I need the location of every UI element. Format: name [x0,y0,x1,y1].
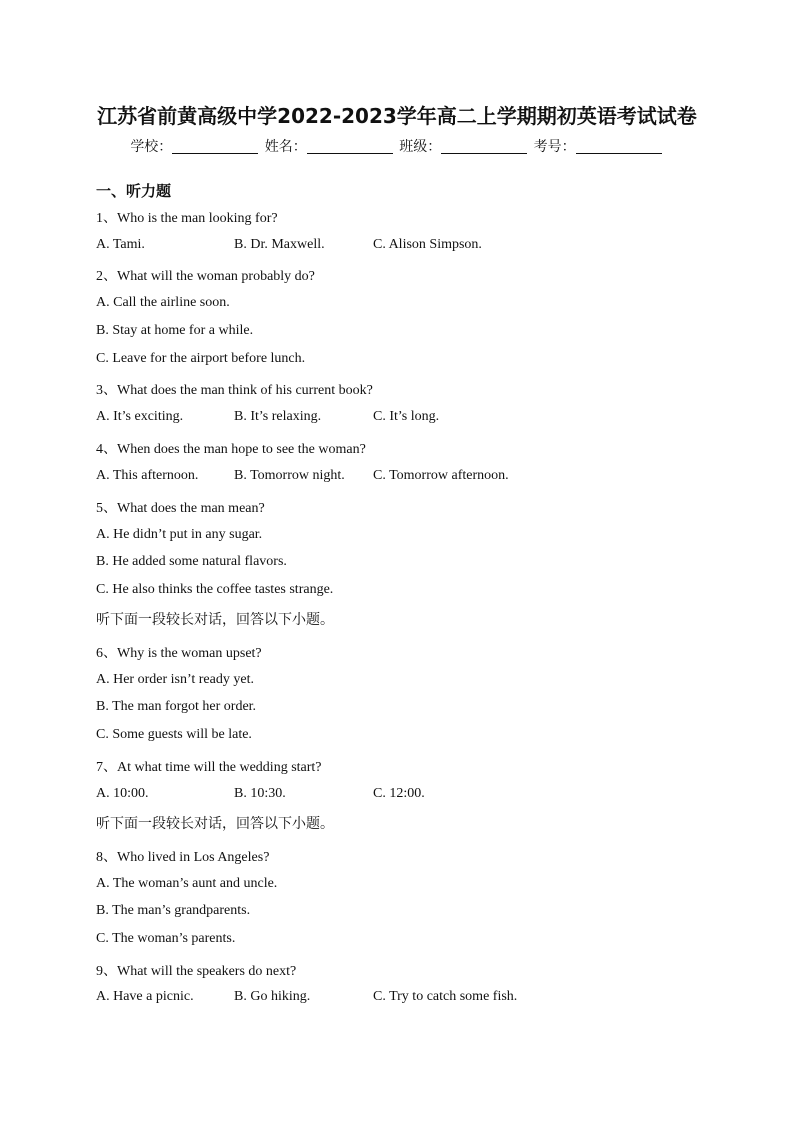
q5-option-a: A. He didn’t put in any sugar. [96,527,263,542]
q8-option-a: A. The woman’s aunt and uncle. [96,876,278,891]
q9-option-b: B. Go hiking. [234,989,311,1004]
q4-option-a: A. This afternoon. [96,468,199,483]
name-label: 姓名： [264,139,307,155]
q5-option-b: B. He added some natural flavors. [96,554,287,569]
q6-option-a: A. Her order isn’t ready yet. [96,672,254,687]
dialogue-note: 听下面一段较长对话，回答以下小题。 [96,816,334,832]
question-2: 2、What will the woman probably do? [96,269,315,284]
question-9: 9、What will the speakers do next? [96,964,297,979]
q6-option-c: C. Some guests will be late. [96,727,252,742]
question-8: 8、Who lived in Los Angeles? [96,850,270,865]
q1-option-a: A. Tami. [96,237,145,252]
q5-option-c: C. He also thinks the coffee tastes strange. [96,582,334,597]
question-3: 3、What does the man think of his current book? [96,383,373,398]
q4-option-c: C. Tomorrow afternoon. [373,468,509,483]
q2-option-b: B. Stay at home for a while. [96,323,254,338]
q3-option-b: B. It’s relaxing. [234,409,322,424]
question-5: 5、What does the man mean? [96,501,265,516]
q2-option-c: C. Leave for the airport before lunch. [96,351,306,366]
section-heading: 一、听力题 [96,182,172,200]
q3-option-a: A. It’s exciting. [96,409,184,424]
school-blank[interactable] [172,139,258,154]
q1-option-b: B. Dr. Maxwell. [234,237,325,252]
exam-number-blank[interactable] [576,139,662,154]
question-7: 7、At what time will the wedding start? [96,760,322,775]
q9-option-a: A. Have a picnic. [96,989,194,1004]
q4-option-b: B. Tomorrow night. [234,468,345,483]
question-6: 6、Why is the woman upset? [96,646,262,661]
page-title: 江苏省前黄高级中学2022-2023学年高二上学期期初英语考试试卷 [97,104,697,128]
q9-option-c: C. Try to catch some fish. [373,989,518,1004]
q7-option-a: A. 10:00. [96,786,149,801]
q8-option-b: B. The man’s grandparents. [96,903,251,918]
q1-option-c: C. Alison Simpson. [373,237,482,252]
exam-number-label: 考号： [533,139,576,155]
q2-option-a: A. Call the airline soon. [96,295,230,310]
q7-option-b: B. 10:30. [234,786,286,801]
q7-option-c: C. 12:00. [373,786,425,801]
question-4: 4、When does the man hope to see the woman? [96,442,366,457]
class-blank[interactable] [441,139,527,154]
q8-option-c: C. The woman’s parents. [96,931,236,946]
q6-option-b: B. The man forgot her order. [96,699,257,714]
school-label: 学校： [130,139,173,155]
question-1: 1、Who is the man looking for? [96,211,278,226]
q3-option-c: C. It’s long. [373,409,440,424]
dialogue-note: 听下面一段较长对话，回答以下小题。 [96,612,334,628]
class-label: 班级： [399,139,442,155]
name-blank[interactable] [307,139,393,154]
student-info-line [0,136,794,156]
